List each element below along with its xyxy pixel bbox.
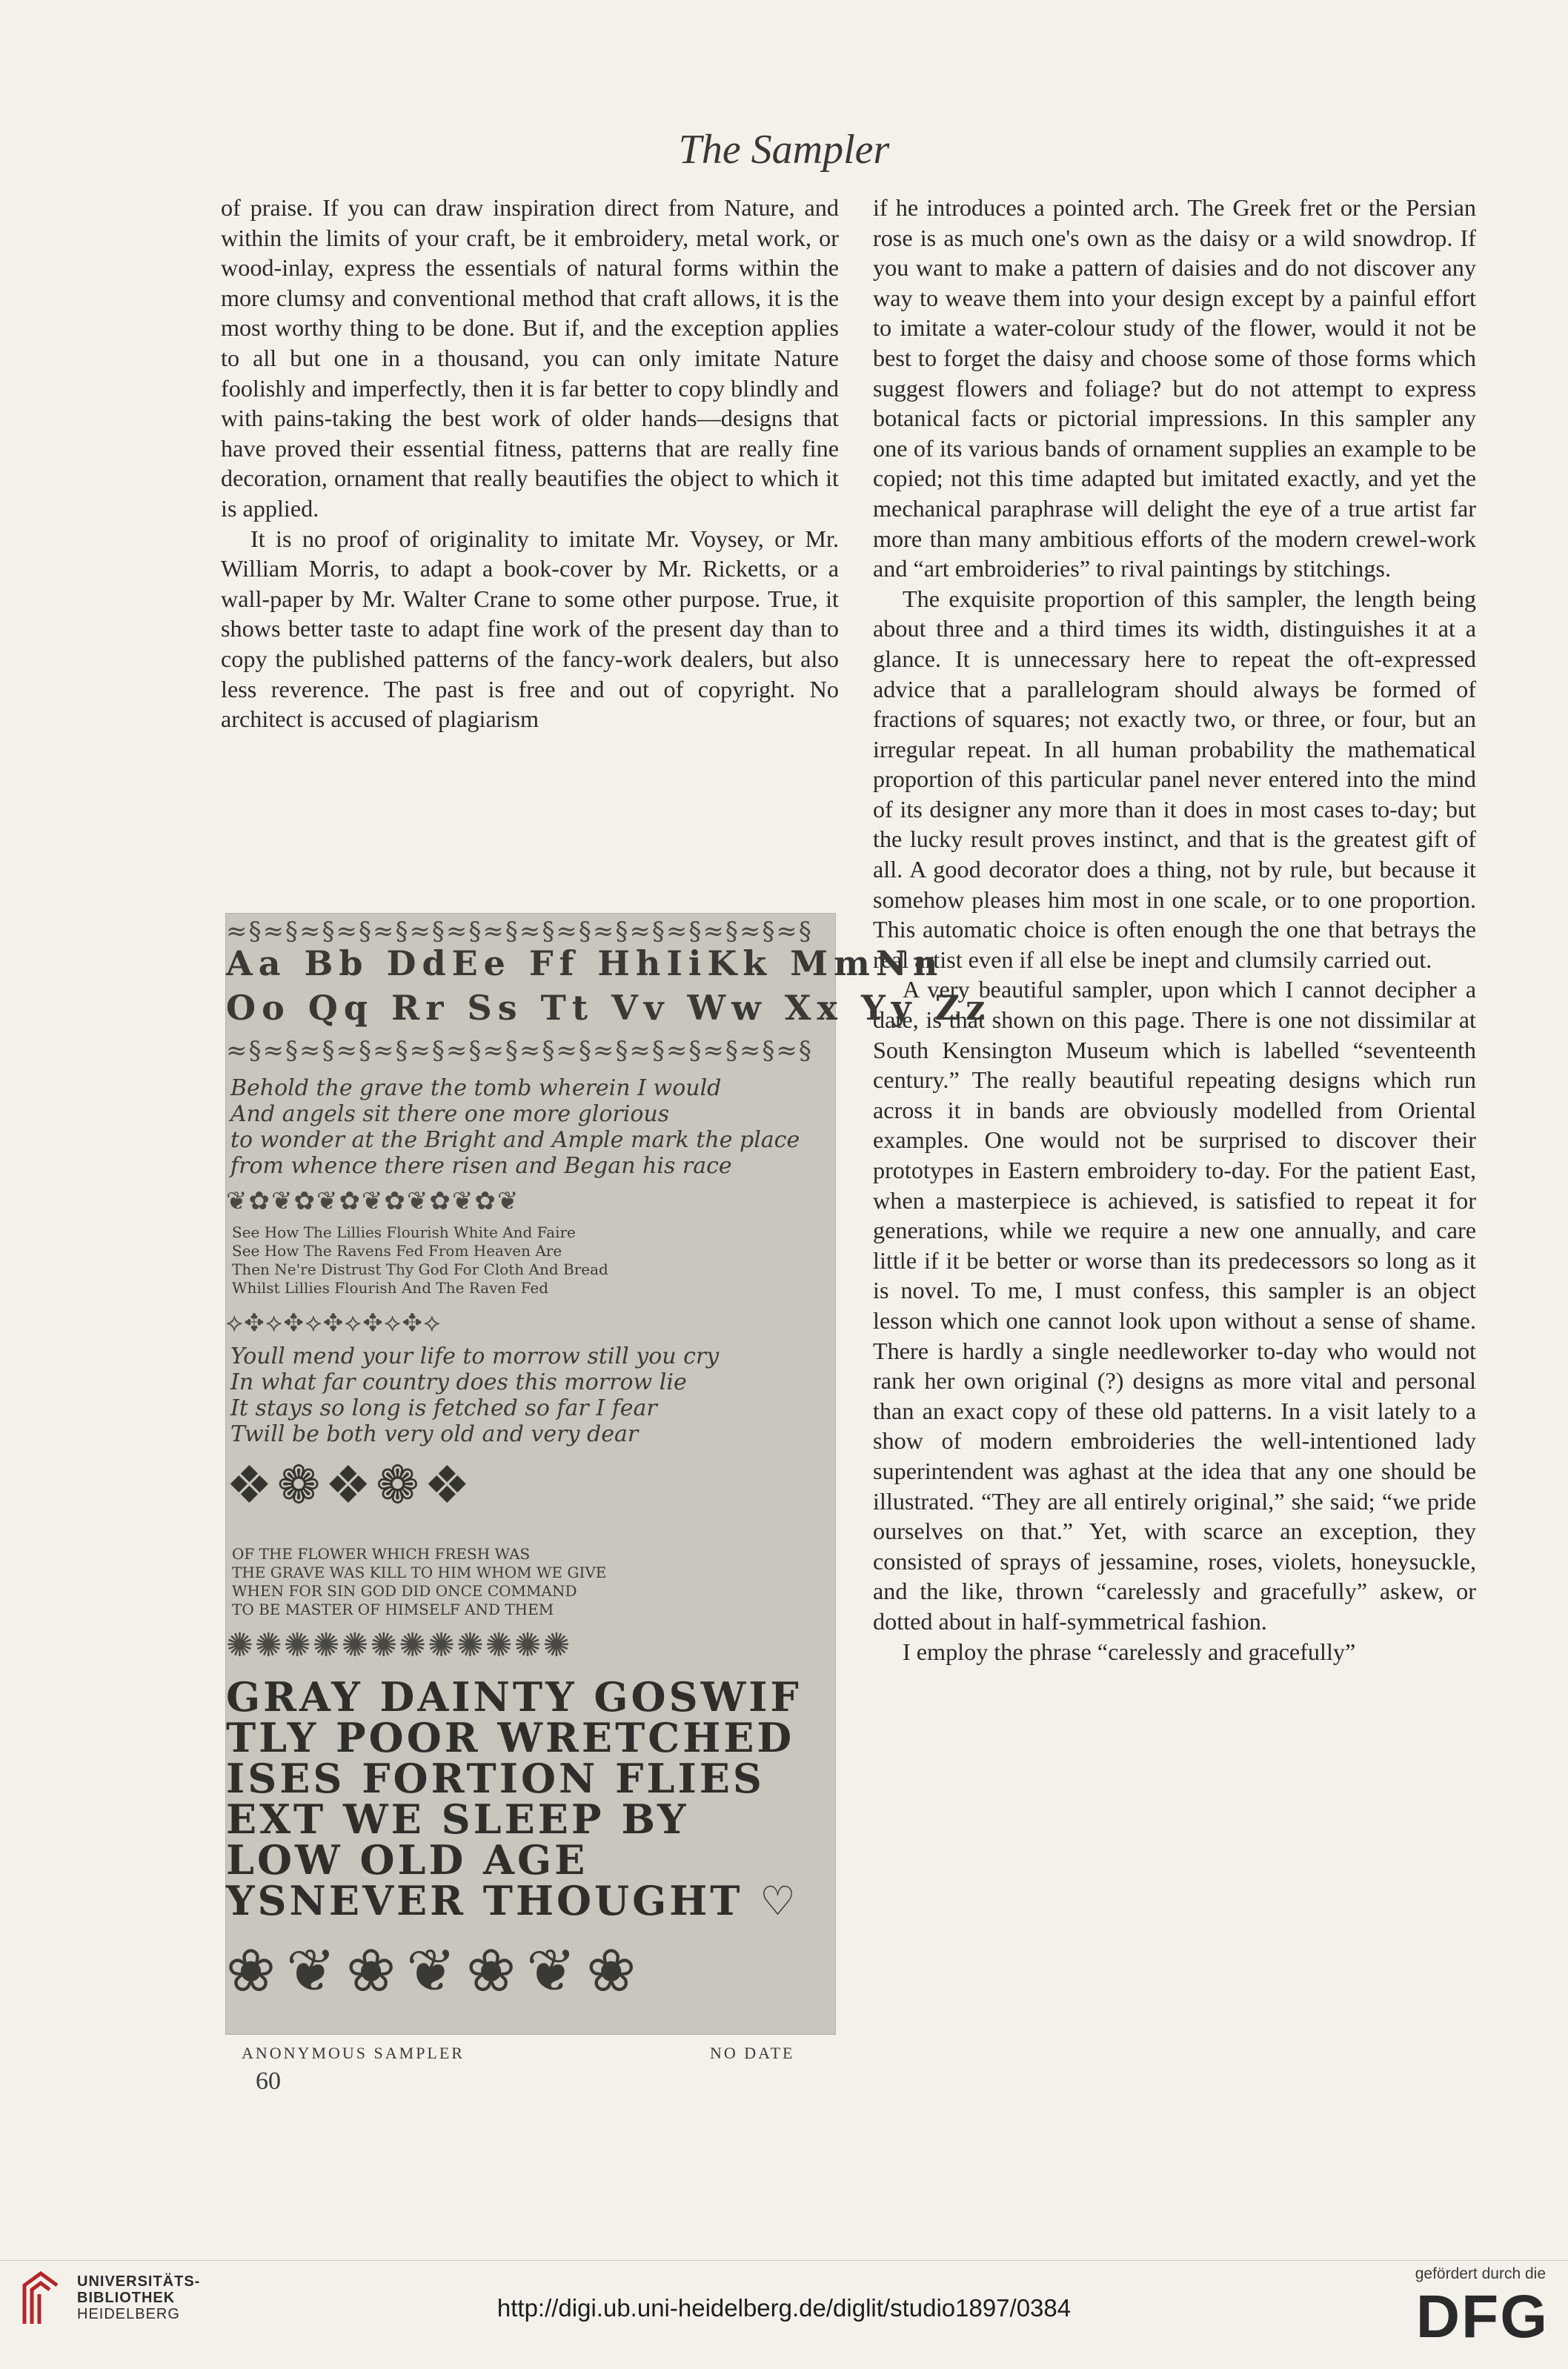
sampler-top-border: ≈§≈§≈§≈§≈§≈§≈§≈§≈§≈§≈§≈§≈§≈§≈§≈§ <box>226 917 813 946</box>
sampler-band-row: ✺✺✺✺✺✺✺✺✺✺✺✺ <box>226 1627 572 1664</box>
sponsor-caption: gefördert durch die <box>1415 2265 1546 2282</box>
library-name-line: UNIVERSITÄTS- <box>77 2273 201 2290</box>
sampler-illustration <box>225 913 991 2035</box>
library-name-line: BIBLIOTHEK <box>77 2290 176 2306</box>
sampler-verse-2-line: Youll mend your life to morrow still you cry <box>230 1343 720 1369</box>
sampler-verse-2-line: In what far country does this morrow lie <box>230 1369 687 1395</box>
sampler-large-text-line: LOW OLD AGE <box>226 1836 588 1884</box>
sampler-alphabet-row-1: Aa Bb DdEe Ff HhIiKk MmNn <box>226 943 944 983</box>
sampler-large-text <box>226 1673 835 1924</box>
right-paragraph-3: A very beautiful sampler, upon which I cannot decipher a date, is that shown on this page. There is one not dissimilar at South Kensington Museum which is labelled “seventeenth century.” The really beautiful repeating designs which run across it in bands are obviously modelled from Oriental examples. One would not be surprised to discover their prototypes in Eastern embroidery to-day. For the patient East, when a masterpiece is achieved, is satisfied to repeat it for generations, while we require a new one annually, and care little if it be better or worse than its predecessors so long as it is novel. To me, I must confess, this sampler is an object lesson which one cannot look upon without a sense of shame. There is hardly a single needleworker to-day who would not rank her own original (?) designs as more vital and personal than an exact copy of these old patterns. In a visit lately to a show of modern embroideries the well-intentioned lady superintendent was aghast at the idea that any one should be illustrated. “They are all entirely original,” she said; “we pride ourselves on that.” Yet, with scarce an exception, they consisted of sprays of jessamine, roses, violets, honeysuckle, and the like, thrown “carelessly and gracefully” askew, or dotted about in half-symmetrical fashion. <box>873 976 1476 1635</box>
footer-divider <box>0 2260 1568 2261</box>
sampler-small-verse-2-line: THE GRAVE WAS KILL TO HIM WHOM WE GIVE <box>232 1564 607 1581</box>
right-text-column <box>873 193 1476 1667</box>
sampler-motif-row-2: ⟡✥⟡✥⟡✥⟡✥⟡✥⟡ <box>226 1308 442 1338</box>
sampler-verse-1-line: Behold the grave the tomb wherein I would <box>230 1075 722 1101</box>
right-paragraph-1: if he introduces a pointed arch. The Greek fret or the Persian rose is as much one's own as the daisy or a wild snowdrop. If you want to make a pattern of daisies and do not discover any way to weave them into your design except by a painful effort to imitate a water-colour study of the flower, would it not be best to forget the daisy and choose some of those forms which suggest flowers and foliage? but do not attempt to express botanical facts or pictorial impressions. In this sampler any one of its various bands of ornament supplies an example to be copied; not this time adapted but imitated exactly, and yet the mechanical paraphrase will delight the eye of a true artist far more than many ambitious efforts of the modern crewel-work and “art embroideries” to rival paintings by stitchings. <box>873 194 1476 582</box>
sampler-verse-2-line: Twill be both very old and very dear <box>230 1421 639 1447</box>
left-text-column <box>221 193 839 734</box>
sampler-large-text-line: YSNEVER THOUGHT ♡ <box>226 1877 799 1924</box>
library-name-line: HEIDELBERG <box>77 2306 180 2322</box>
sampler-small-verse-2-line: OF THE FLOWER WHICH FRESH WAS <box>232 1545 531 1563</box>
sampler-large-text-line: TLY POOR WRETCHED <box>226 1714 795 1761</box>
sampler-small-verse-2 <box>226 1545 841 1619</box>
sampler-small-verse-line: See How The Ravens Fed From Heaven Are <box>232 1242 562 1260</box>
sampler-small-verse-line: Whilst Lillies Flourish And The Raven Fed <box>232 1279 549 1297</box>
right-paragraph-2: The exquisite proportion of this sampler, the length being about three and a third times its width, distinguishes it at a glance. It is unnecessary here to repeat the oft-expressed advice that a parallelogram should always be formed of fractions of squares; not exactly two, or three, or four, but an irregular repeat. In all human probability the mathematical proportion of this particular panel never entered into the mind of its designer any more than it does in most cases to-day; but the lucky result proves instinct, and that is the greatest gift of all. A good decorator does a thing, not by rule, but because it somehow pleases him most in one scale, or to one proportion. This automatic choice is often enough the one that betrays the real artist even if all else be inept and clumsily carried out. <box>873 585 1476 973</box>
sampler-verse-2 <box>226 1343 840 1447</box>
sampler-small-verse <box>226 1223 841 1298</box>
sampler-small-verse-line: See How The Lillies Flourish White And Faire <box>232 1223 576 1241</box>
sampler-alphabet-row-2: Oo Qq Rr Ss Tt Vv Ww Xx Yy Zz <box>226 988 991 1028</box>
page-number: 60 <box>256 2067 281 2095</box>
sampler-large-motif-band: ❖❁❖❁❖ <box>226 1455 475 1515</box>
right-paragraph-4: I employ the phrase “carelessly and gracefully” <box>903 1638 1356 1665</box>
sampler-small-verse-2-line: TO BE MASTER OF HIMSELF AND THEM <box>232 1601 554 1618</box>
sampler-large-text-line: EXT WE SLEEP BY <box>226 1795 689 1843</box>
sampler-small-verse-2-line: WHEN FOR SIN GOD DID ONCE COMMAND <box>232 1582 577 1600</box>
sampler-border-row: ≈§≈§≈§≈§≈§≈§≈§≈§≈§≈§≈§≈§≈§≈§≈§≈§ <box>226 1036 813 1066</box>
source-url-link[interactable]: http://digi.ub.uni-heidelberg.de/diglit/studio1897/0384 <box>496 2294 1072 2322</box>
sampler-motif-row-1: ❦✿❦✿❦✿❦✿❦✿❦✿❦ <box>226 1186 520 1216</box>
running-title: The Sampler <box>678 127 890 173</box>
sampler-floral-band: ❀❦❀❦❀❦❀ <box>226 1936 647 2005</box>
sampler-verse-1 <box>226 1075 840 1179</box>
sampler-verse-1-line: to wonder at the Bright and Ample mark the place <box>230 1127 800 1153</box>
sampler-large-text-line: ISES FORTION FLIES <box>226 1755 765 1802</box>
sampler-large-text-line: GRAY DAINTY GOSWIF <box>226 1673 802 1721</box>
sampler-verse-2-line: It stays so long is fetched so far I fear <box>230 1395 657 1421</box>
sampler-verse-1-line: from whence there risen and Began his race <box>230 1153 732 1179</box>
sampler-small-verse-line: Then Ne're Distrust Thy God For Cloth And Bread <box>232 1260 608 1278</box>
figure-caption-date: NO DATE <box>710 2044 795 2062</box>
sampler-verse-1-line: And angels sit there one more glorious <box>230 1101 670 1127</box>
left-paragraph-1: of praise. If you can draw inspiration direct from Nature, and within the limits of your craft, be it embroidery, metal work, or wood-inlay, express the essentials of natural forms within the more clumsy and conventional method that craft allows, it is the most worthy thing to be done. But if, and the exception applies to all but one in a thousand, you can only imitate Nature foolishly and imperfectly, then it is far better to copy blindly and with pains-taking the best work of older hands—designs that have proved their essential fitness, patterns that are really fine decoration, ornament that really beautifies the object to which it is applied. <box>221 194 839 522</box>
figure-caption-title: ANONYMOUS SAMPLER <box>242 2044 465 2062</box>
dfg-logo: DFG <box>1415 2283 1549 2350</box>
left-paragraph-2: It is no proof of originality to imitate Mr. Voysey, or Mr. William Morris, to adapt a book-cover by Mr. Ricketts, or a wall-paper by Mr. Walter Crane to some other purpose. True, it shows better taste to adapt fine work of the present day than to copy the published patterns of the fancy-work dealers, but also less reverence. The past is free and out of copyright. No architect is accused of plagiarism <box>221 525 839 733</box>
